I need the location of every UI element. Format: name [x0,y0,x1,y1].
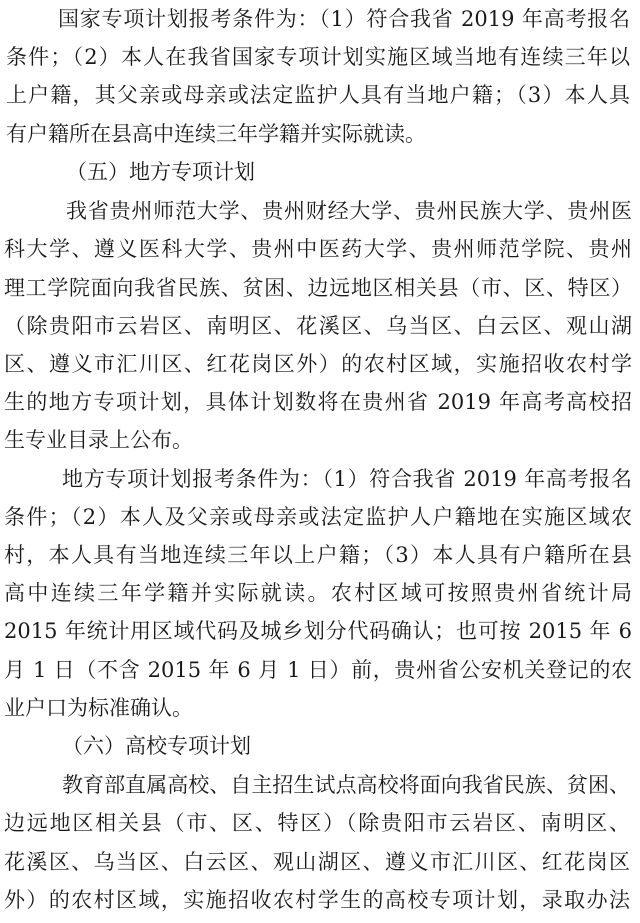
text-line: 国家专项计划报考条件为：（1）符合我省 2019 年高考报名 [58,7,630,31]
text-line: 条件；（2）本人在我省国家专项计划实施区域当地有连续三年以 [6,45,630,69]
text-line: 高中连续三年学籍并实际就读。农村区域可按照贵州省统计局 [4,581,632,605]
text-line: （除贵阳市云岩区、南明区、花溪区、乌当区、白云区、观山湖 [4,314,632,338]
text-line: 花溪区、乌当区、白云区、观山湖区、遵义市汇川区、红花岗区 [4,850,630,874]
text-line: 条件；（2）本人及父亲或母亲或法定监护人户籍地在实施区域农 [4,505,632,529]
text-line: 地方专项计划报考条件为：（1）符合我省 2019 年高考报名 [62,467,632,491]
section-heading: （五）地方专项计划 [66,160,255,184]
section-heading: （六）高校专项计划 [62,734,251,758]
text-line: 村，本人具有当地连续三年以上户籍；（3）本人具有户籍所在县 [4,543,632,567]
text-line: 教育部直属高校、自主招生试点高校将面向我省民族、贫困、 [62,773,630,797]
text-line: 边远地区相关县（市、区、特区）（除贵阳市云岩区、南明区、 [4,811,630,835]
text-line: 生的地方专项计划，具体计划数将在贵州省 2019 年高考高校招 [4,390,632,414]
text-line: 2015 年统计用区域代码及城乡划分代码确认；也可按 2015 年 6 [4,619,632,643]
text-line: 上户籍，其父亲或母亲或法定监护人具有当地户籍；（3）本人具 [6,83,630,107]
text-line: 业户口为标准确认。 [4,696,193,720]
text-line: 月 1 日（不含 2015 年 6 月 1 日）前，贵州省公安机关登记的农 [4,658,632,682]
text-line: 有户籍所在县高中连续三年学籍并实际就读。 [6,122,426,146]
text-line: 我省贵州师范大学、贵州财经大学、贵州民族大学、贵州医 [66,199,632,223]
text-line: 区、遵义市汇川区、红花岗区外）的农村区域，实施招收农村学 [4,352,632,376]
text-line: 外）的农村区域，实施招收农村学生的高校专项计划，录取办法 [4,888,630,912]
text-line: 理工学院面向我省民族、贫困、边远地区相关县（市、区、特区） [4,276,632,300]
text-line: 科大学、遵义医科大学、贵州中医药大学、贵州师范学院、贵州 [4,237,632,261]
text-line: 生专业目录上公布。 [4,428,193,452]
